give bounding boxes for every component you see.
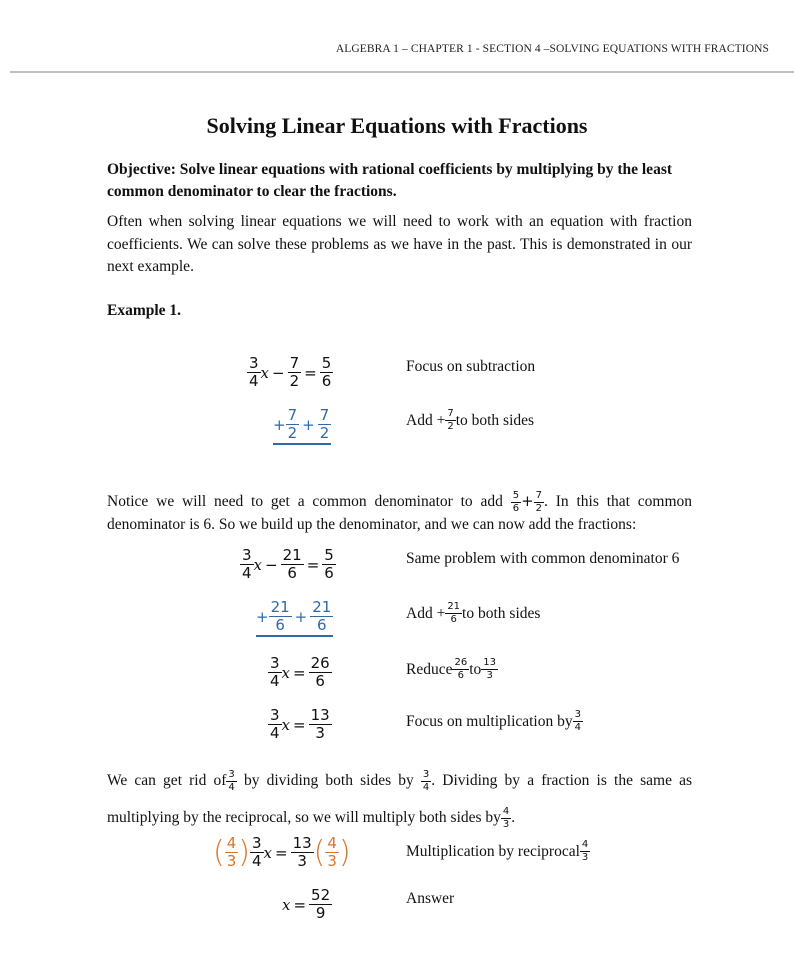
page-header bbox=[0, 0, 794, 72]
reciprocal-paragraph: We can get rid of $\frac{3}{4}$ by dividing both sides by $\frac{3}{4}$ . Dividing by a fraction is the same as multiplying by the reciprocal, so we will multiply both sides by $\frac{4}{3}$ . bbox=[107, 768, 693, 830]
note-reduce: Reduce $\frac{26}{6}$ to $\frac{13}{3}$ bbox=[406, 657, 497, 681]
equation-2: $\frac{3}{4}$ x − $\frac{21}{6}$ = $\frac{5}{6}$ bbox=[242, 546, 334, 582]
objective: Objective: Solve linear equations with rational coefficients by multiplying by the least common denominator to clear the fractions. bbox=[107, 161, 673, 200]
note-focus-multiplication: Focus on multiplication by $\frac{3}{4}$ bbox=[406, 709, 581, 733]
add-step-2: + $\frac{21}{6}$ + $\frac{21}{6}$ bbox=[256, 600, 333, 637]
note-answer: Answer bbox=[406, 890, 455, 907]
note-add-21-sixths: Add + $\frac{21}{6}$ to both sides bbox=[406, 601, 541, 625]
page-title: Solving Linear Equations with Fractions bbox=[206, 113, 588, 138]
equation-5: ( $\frac{4}{3}$ ) $\frac{3}{4}$ x = $\frac{13}{3}$ ( $\frac{4}{3}$ ) bbox=[213, 834, 351, 870]
equation-answer: x = $\frac{52}{9}$ bbox=[282, 886, 331, 922]
equation-1: $\frac{3}{4}$ x − $\frac{7}{2}$ = $\frac{5}{6}$ bbox=[249, 354, 332, 390]
intro-paragraph: Often when solving linear equations we will need to work with an equation with fraction coefficients. We can solve these problems as we have in the past. This is demonstrated in our next example. bbox=[107, 213, 692, 275]
header-text: ALGEBRA 1 – CHAPTER 1 - SECTION 4 –SOLVING EQUATIONS WITH FRACTIONS bbox=[335, 43, 769, 55]
equation-4: $\frac{3}{4}$ x = $\frac{13}{3}$ bbox=[270, 706, 330, 742]
equation-3: $\frac{3}{4}$ x = $\frac{26}{6}$ bbox=[270, 654, 330, 690]
note-same-problem: Same problem with common denominator 6 bbox=[406, 550, 680, 567]
note-add-seven-halves: Add + $\frac{7}{2}$ to both sides bbox=[406, 408, 535, 432]
notice-paragraph: Notice we will need to get a common denominator to add $\frac{5}{6}$ + $\frac{7}{2}$ . In this that common denominator is 6. So we build up the denominator, and we can now add the fractions: bbox=[107, 489, 693, 533]
note-focus-subtraction: Focus on subtraction bbox=[406, 358, 536, 375]
note-mult-reciprocal: Multiplication by reciprocal $\frac{4}{3}$ bbox=[406, 839, 589, 863]
add-step-1: + $\frac{7}{2}$ + $\frac{7}{2}$ bbox=[273, 408, 331, 445]
header-divider bbox=[10, 71, 794, 73]
example-label: Example 1. bbox=[107, 302, 182, 319]
